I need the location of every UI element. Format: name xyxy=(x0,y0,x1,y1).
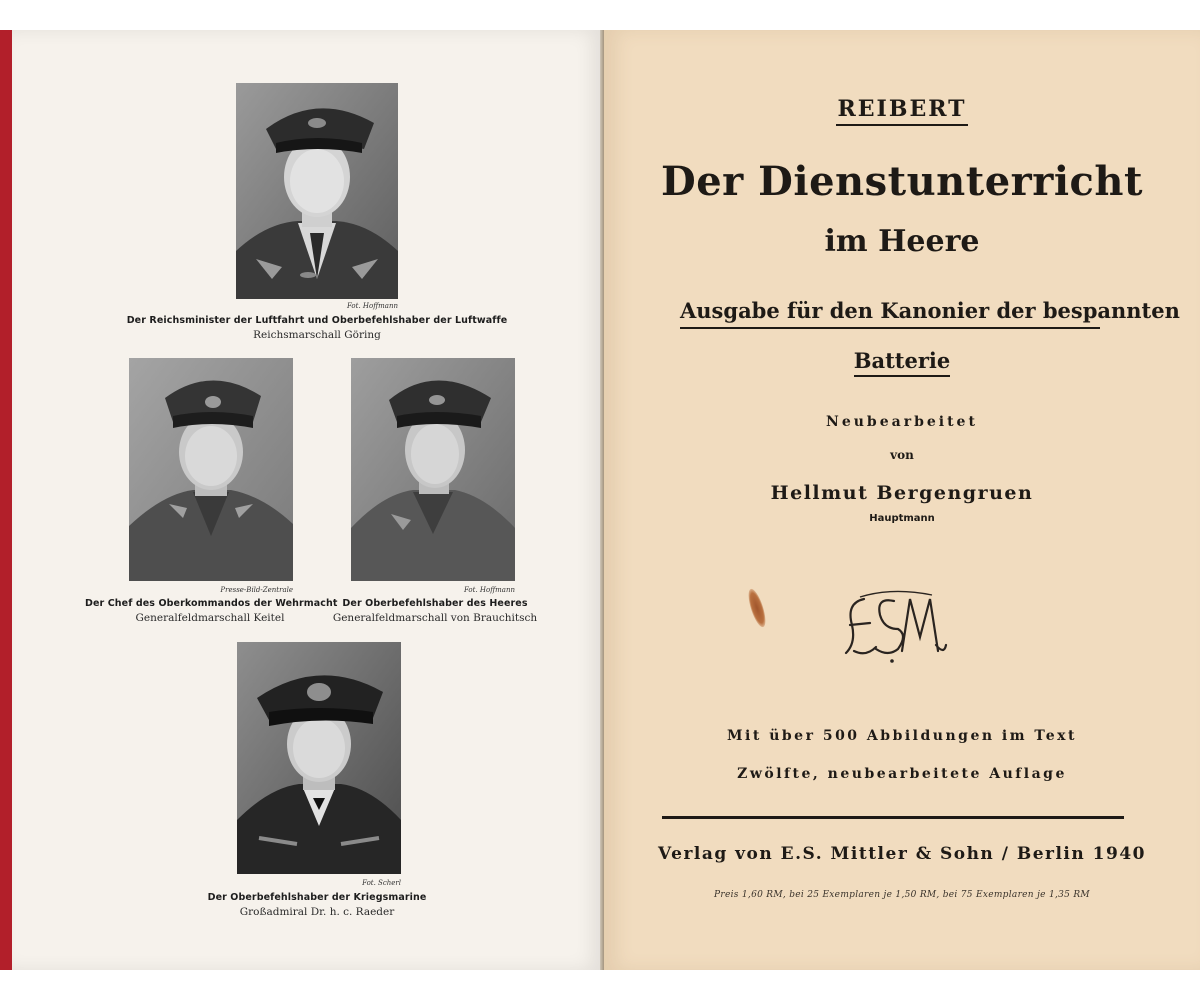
portrait-name: Großadmiral Dr. h. c. Raeder xyxy=(239,906,395,918)
edition-note: Zwölfte, neubearbeitete Auflage xyxy=(737,766,1067,782)
photo-credit: Fot. Scherl xyxy=(362,879,401,887)
portrait-name: Generalfeldmarschall von Brauchitsch xyxy=(332,612,538,624)
book-title-line-2: im Heere xyxy=(824,224,980,259)
subtitle-line-2 xyxy=(604,348,1200,373)
portrait-caption: Der Reichsminister der Luftfahrt und Oberbefehlshaber der Luftwaffe xyxy=(126,315,508,326)
frontispiece-page xyxy=(12,30,602,970)
divider-rule xyxy=(662,816,1124,819)
portrait-image xyxy=(129,358,293,581)
illustrations-note: Mit über 500 Abbildungen im Text xyxy=(727,728,1077,744)
portrait-caption: Der Chef des Oberkommandos der Wehrmacht xyxy=(85,598,338,609)
portrait-name: Reichsmarschall Göring xyxy=(253,329,381,341)
portrait-image xyxy=(236,83,398,299)
paper-stain xyxy=(745,587,769,629)
portrait-caption: Der Oberbefehlshaber der Kriegsmarine xyxy=(207,892,427,903)
book-title-line-1: Der Dienstunterricht xyxy=(661,158,1143,205)
publisher-line: Verlag von E.S. Mittler & Sohn / Berlin 1940 xyxy=(658,844,1146,864)
subtitle-line-2-text: Batterie xyxy=(854,348,951,377)
title-page xyxy=(604,30,1200,970)
portrait-image xyxy=(237,642,401,874)
portrait-name: Generalfeldmarschall Keitel xyxy=(135,612,285,624)
book-spread xyxy=(0,30,1200,970)
publisher-monogram-logo xyxy=(836,585,948,665)
editor-name: Hellmut Bergengruen xyxy=(770,482,1034,504)
editor-rank: Hauptmann xyxy=(869,513,935,524)
by-label: von xyxy=(890,448,914,462)
photo-credit: Fot. Hoffmann xyxy=(346,302,398,310)
photo-credit: Fot. Hoffmann xyxy=(463,586,515,594)
portrait-caption: Der Oberbefehlshaber des Heeres xyxy=(342,598,528,609)
portrait-photo-raeder xyxy=(237,642,401,874)
subtitle-line-1: Ausgabe für den Kanonier der bespannten xyxy=(680,298,1100,329)
portrait-photo-brauchitsch xyxy=(351,358,515,581)
revised-note: Neubearbeitet xyxy=(826,414,978,430)
author-name-text: REIBERT xyxy=(836,96,969,126)
photo-credit: Presse-Bild-Zentrale xyxy=(220,586,293,594)
author-name xyxy=(604,96,1200,122)
price-line: Preis 1,60 RM, bei 25 Exemplaren je 1,50 RM, bei 75 Exemplaren je 1,35 RM xyxy=(714,890,1090,900)
portrait-photo-goering xyxy=(236,83,398,299)
portrait-image xyxy=(351,358,515,581)
portrait-photo-keitel xyxy=(129,358,293,581)
